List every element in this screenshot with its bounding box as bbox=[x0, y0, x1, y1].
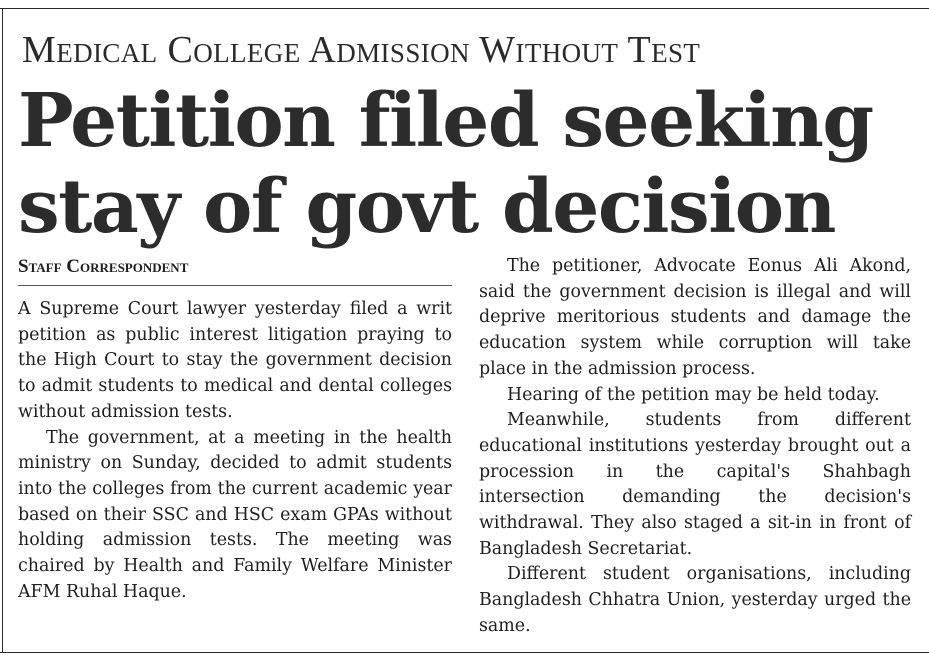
article-headline bbox=[18, 78, 908, 250]
byline: Staff Correspondent bbox=[18, 256, 189, 277]
paragraph: Meanwhile, students from different educational institutions yesterday brought out a procession in the capital's Shahbagh intersection demanding the decision's withdrawal. They also staged a sit-in in front of Bangladesh Secretariat. bbox=[479, 410, 911, 559]
top-border-rule bbox=[0, 8, 929, 9]
byline-rule bbox=[18, 285, 452, 286]
article-column-right bbox=[479, 254, 911, 640]
article-kicker: Medical College Admission Without Test bbox=[22, 29, 701, 71]
paragraph: Different student organisations, including Bangladesh Chhatra Union, yesterday urged the same. bbox=[479, 564, 911, 636]
headline-line-1: Petition filed seeking bbox=[18, 78, 873, 164]
article-column-left bbox=[18, 297, 452, 605]
left-border-rule bbox=[2, 8, 3, 653]
bottom-border-rule bbox=[0, 652, 929, 653]
paragraph: Hearing of the petition may be held today. bbox=[507, 384, 880, 405]
headline-line-2: stay of govt decision bbox=[18, 164, 835, 250]
paragraph: The petitioner, Advocate Eonus Ali Akond, said the government decision is illegal and will deprive meritorious students and damage the education system while corruption will take place in the admission process. bbox=[479, 256, 911, 379]
paragraph: The government, at a meeting in the health ministry on Sunday, decided to admit students into the colleges from the current academic year based on their SSC and HSC exam GPAs without holding admission tests. The meeting was chaired by Health and Family Welfare Minister AFM Ruhal Haque. bbox=[18, 427, 452, 602]
paragraph: A Supreme Court lawyer yesterday filed a writ petition as public interest litigation praying to the High Court to stay the government decision to admit students to medical and dental colleges without admission tests. bbox=[18, 299, 452, 422]
